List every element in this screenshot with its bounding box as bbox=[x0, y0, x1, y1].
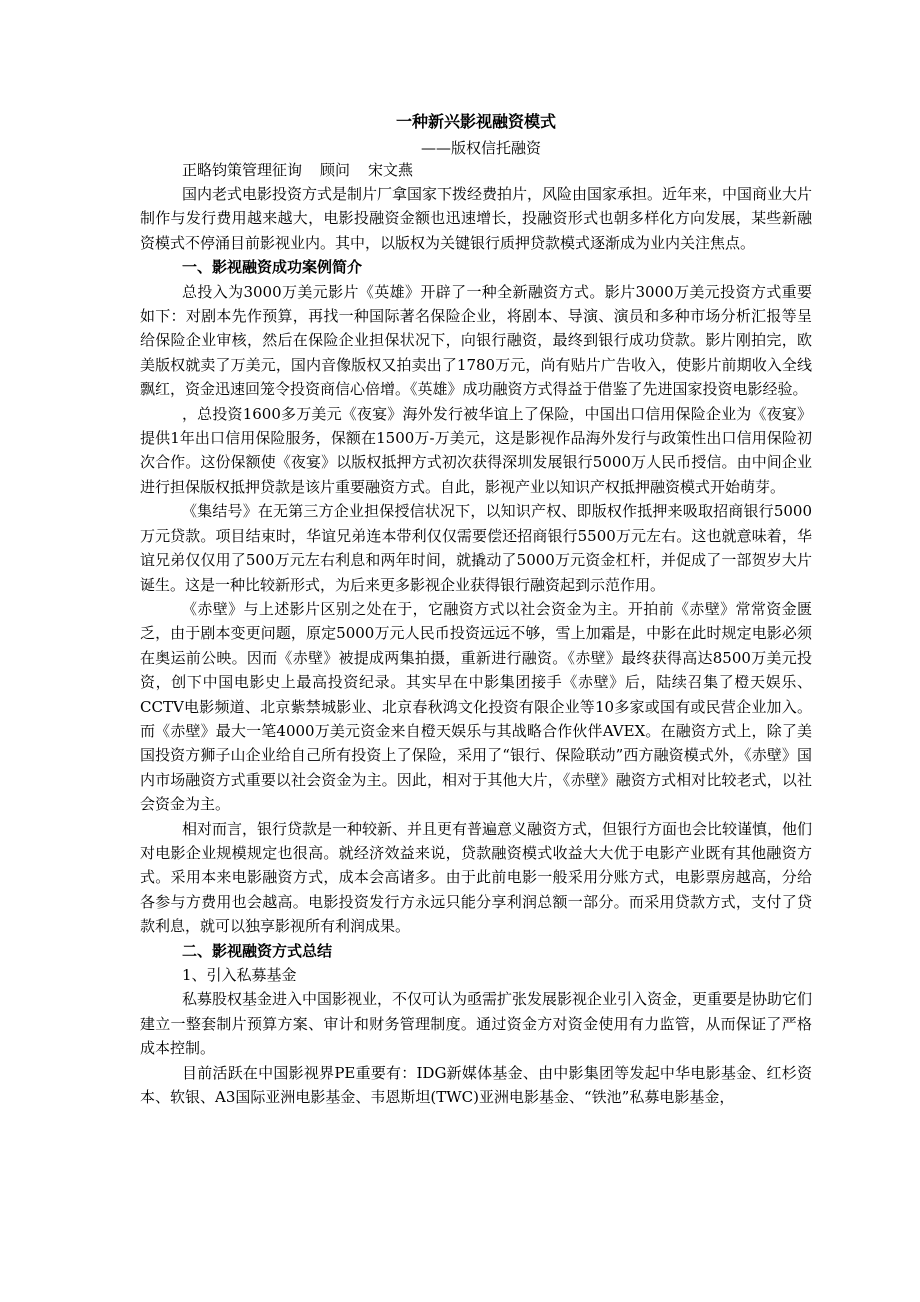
subheading-private-equity: 1、引入私募基金 bbox=[182, 966, 297, 984]
paragraph-red-cliff: 《赤壁》与上述影片区别之处在于，它融资方式以社会资金为主。开拍前《赤壁》常常资金匮乏，由于剧本变更问题，原定5000万元人民币投资远远不够，雪上加霜是，中影在此时规定电影必须在奥运前公映。因而《赤壁》被提成两集拍摄，重新进行融资。《赤壁》最终获得高达8500万美元投资，创下中国电影史上最高投资纪录。其实早在中影集团接手《赤壁》后，陆续召集了橙天娱乐、CCTV电影频道、北京紫禁城影业、北京春秋鸿文化投资有限企业等10多家或国有或民营企业加入。而《赤壁》最大一笔4000万美元资金来自橙天娱乐与其战略合作伙伴AVEX。在融资方式上，除了美国投资方狮子山企业给自己所有投资上了保险，采用了“银行、保险联动”西方融资模式外，《赤壁》国内市场融资方式重要以社会资金为主。因此，相对于其他大片，《赤壁》融资方式相对比较老式，以社会资金为主。 bbox=[140, 599, 812, 814]
paragraph-bank-loans: 相对而言，银行贷款是一种较新、并且更有普遍意义融资方式，但银行方面也会比较谨慎，他们对电影企业规模规定也很高。就经济效益来说，贷款融资模式收益大大优于电影产业既有其他融资方式。采用本来电影融资方式，成本会高诸多。由于此前电影一般采用分账方式，电影票房越高，分给各参与方费用也会越高。电影投资发行方永远只能分享利润总额一部分。而采用贷款方式，支付了贷款利息，就可以独享影视所有利润成果。 bbox=[140, 819, 813, 936]
author-name: 宋文燕 bbox=[368, 161, 414, 179]
section-heading-cases: 一、影视融资成功案例简介 bbox=[182, 258, 363, 277]
author-role: 顾问 bbox=[320, 161, 351, 179]
paragraph-pe-players: 目前活跃在中国影视界PE重要有：IDG新媒体基金、由中影集团等发起中华电影基金、红杉资本、软银、A3国际亚洲电影基金、韦恩斯坦(TWC)亚洲电影基金、“铁池”私募电影基金， bbox=[140, 1063, 812, 1107]
paragraph-banquet: ，总投资1600多万美元《夜宴》海外发行被华谊上了保险，中国出口信用保险企业为《夜宴》提供1年出口信用保险服务，保额在1500万-万美元，这是影视作品海外发行与政策性出口信用保险初次合作。这份保额使《夜宴》以版权抵押方式初次获得深圳发展银行5000万人民币授信。由中间企业进行担保版权抵押贷款是该片重要融资方式。自此，影视产业以知识产权抵押融资模式开始萌芽。 bbox=[140, 404, 812, 496]
paragraph-private-equity: 私募股权基金进入中国影视业，不仅可认为亟需扩张发展影视企业引入资金，更重要是协助它们建立一整套制片预算方案、审计和财务管理制度。通过资金方对资金使用有力监管，从而保证了严格成本控制。 bbox=[140, 990, 813, 1058]
document-title: 一种新兴影视融资模式 bbox=[395, 112, 556, 131]
author-line bbox=[140, 159, 812, 182]
intro-paragraph: 国内老式电影投资方式是制片厂拿国家下拨经费拍片，风险由国家承担。近年来，中国商业大片制作与发行费用越来越大，电影投融资金额也迅速增长，投融资形式也朝多样化方向发展，某些新融资模式不停涌目前影视业内。其中，以版权为关键银行质押贷款模式逐渐成为业内关注焦点。 bbox=[140, 185, 813, 252]
paragraph-hero: 总投入为3000万美元影片《英雄》开辟了一种全新融资方式。影片3000万美元投资方式重要如下：对剧本先作预算，再找一种国际著名保险企业，将剧本、导演、演员和多种市场分析汇报等呈给保险企业审核，然后在保险企业担保状况下，向银行融资，最终到银行成功贷款。影片刚拍完，欧美版权就卖了万美元，国内音像版权又拍卖出了1780万元，尚有贴片广告收入，使影片前期收入全线飘红，资金迅速回笼令投资商信心倍增。《英雄》成功融资方式得益于借鉴了先进国家投资电影经验。 bbox=[140, 282, 812, 399]
section-heading-summary: 二、影视融资方式总结 bbox=[182, 941, 333, 960]
author-org: 正略钧策管理征询 bbox=[182, 161, 303, 179]
paragraph-assembly: 《集结号》在无第三方企业担保授信状况下，以知识产权、即版权作抵押来吸取招商银行5000万元贷款。项目结束时，华谊兄弟连本带利仅仅需要偿还招商银行5500万元左右。这也就意味着，华谊兄弟仅仅用了500万元左右利息和两年时间，就撬动了5000万元资金杠杆，并促成了一部贺岁大片诞生。这是一种比较新形式，为后来更多影视企业获得银行融资起到示范作用。 bbox=[140, 502, 812, 594]
document-subtitle: ——版权信托融资 bbox=[420, 139, 541, 157]
